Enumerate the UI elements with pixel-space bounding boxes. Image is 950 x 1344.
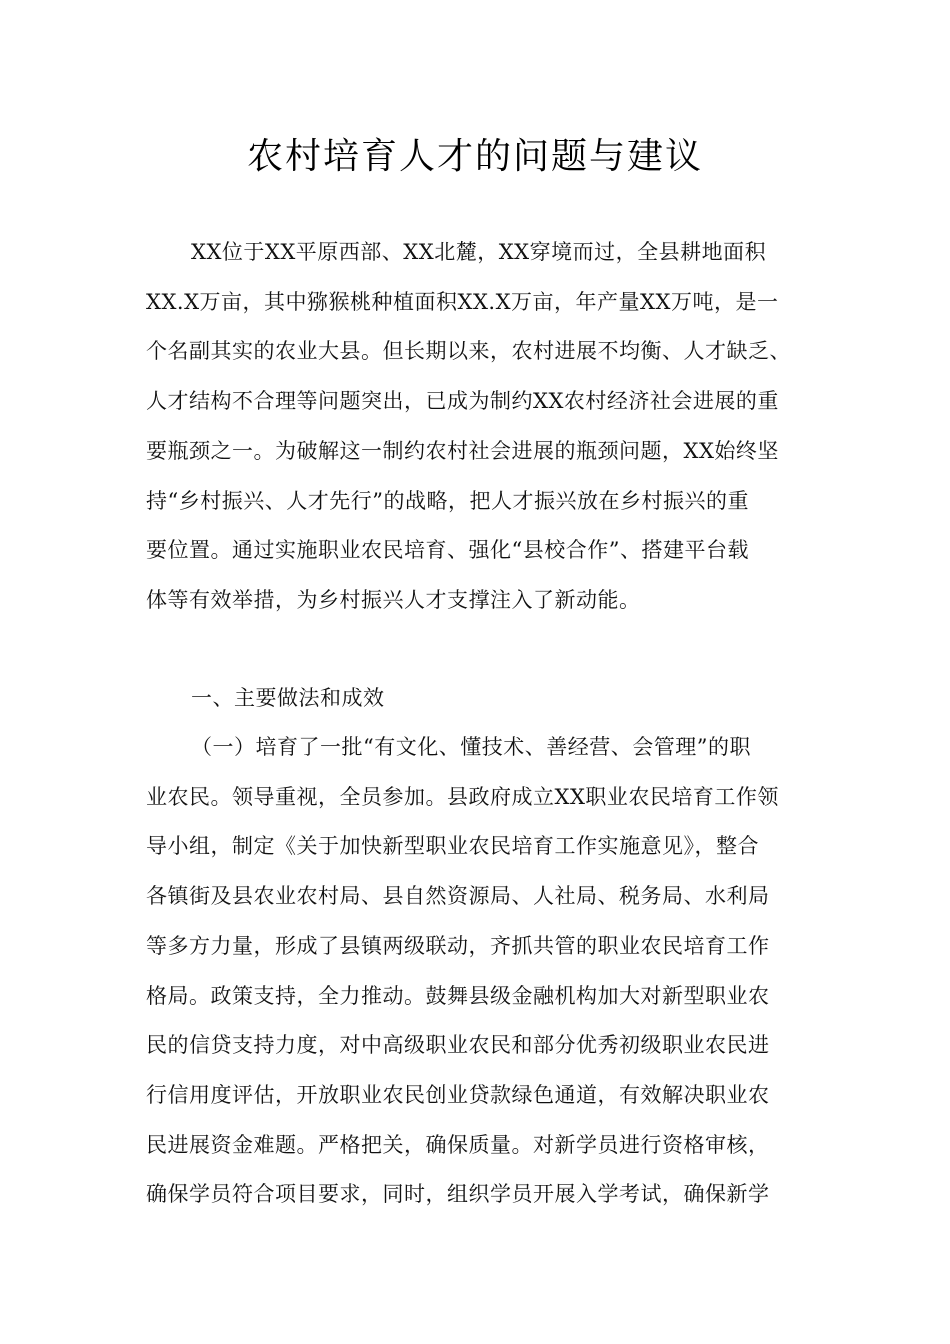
paragraph-line: 个名副其实的农业大县。但长期以来，农村进展不均衡、人才缺乏、 (146, 339, 791, 364)
paragraph-line: 等多方力量，形成了县镇两级联动，齐抓共管的职业农民培育工作 (146, 933, 770, 958)
paragraph-line: 行信用度评估，开放职业农民创业贷款绿色通道，有效解决职业农 (146, 1082, 770, 1107)
paragraph-line: 人才结构不合理等问题突出，已成为制约XX农村经济社会进展的重 (146, 389, 779, 414)
paragraph-line: 各镇街及县农业农村局、县自然资源局、人社局、税务局、水利局 (146, 884, 770, 909)
paragraph-line: 民的信贷支持力度，对中高级职业农民和部分优秀初级职业农民进 (146, 1033, 770, 1058)
paragraph-line: 民进展资金难题。严格把关，确保质量。对新学员进行资格审核， (146, 1132, 770, 1157)
document-title: 农村培育人才的问题与建议 (246, 136, 703, 177)
paragraph-line: 确保学员符合项目要求，同时，组织学员开展入学考试，确保新学 (146, 1182, 770, 1207)
paragraph-line: 要瓶颈之一。为破解这一制约农村社会进展的瓶颈问题，XX始终坚 (146, 438, 779, 463)
paragraph-line: 格局。政策支持，全力推动。鼓舞县级金融机构加大对新型职业农 (146, 983, 770, 1008)
paragraph-line: 持“乡村振兴、人才先行”的战略，把人才振兴放在乡村振兴的重 (146, 488, 749, 513)
paragraph-line: 要位置。通过实施职业农民培育、强化“县校合作”、搭建平台载 (146, 538, 749, 563)
paragraph-line: XX位于XX平原西部、XX北麓，XX穿境而过，全县耕地面积 (191, 240, 767, 264)
paragraph-line: （一）培育了一批“有文化、懂技术、善经营、会管理”的职 (191, 735, 751, 759)
paragraph-line: 业农民。领导重视，全员参加。县政府成立XX职业农民培育工作领 (146, 784, 779, 809)
paragraph-line: XX.X万亩，其中猕猴桃种植面积XX.X万亩，年产量XX万吨，是一 (146, 289, 779, 314)
paragraph-line: 导小组，制定《关于加快新型职业农民培育工作实施意见》，整合 (146, 834, 759, 859)
intro-paragraph (146, 228, 808, 626)
section1-paragraph (146, 723, 808, 1220)
section-heading: 一、主要做法和成效 (191, 686, 385, 710)
paragraph-line: 体等有效举措，为乡村振兴人才支撑注入了新动能。 (146, 587, 641, 612)
